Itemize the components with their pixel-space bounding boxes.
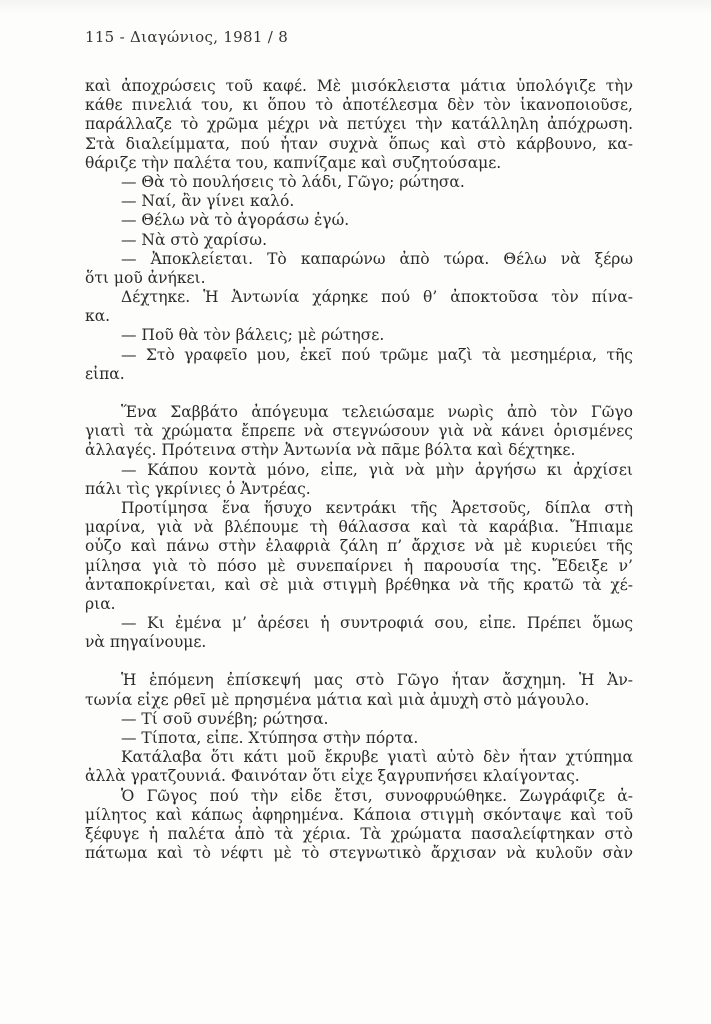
paragraph-continuation bbox=[85, 77, 633, 173]
text-line: Ἕνα Σαββάτο ἀπόγευμα τελειώσαμε νωρὶς ἀπὸ τὸν Γῶγο bbox=[121, 403, 633, 421]
text-line: — Κάπου κοντὰ μόνο, εἶπε, γιὰ νὰ μὴν ἀργήσω κι ἀρχίσει bbox=[121, 460, 633, 479]
dialogue-line bbox=[85, 192, 633, 211]
text-line: τωνία εἶχε ρθεῖ μὲ πρησμένα μάτια καὶ μιὰ ἀμυχὴ στὸ μάγουλο. bbox=[85, 690, 590, 709]
body-text bbox=[85, 77, 633, 863]
text-line: κάθε πινελιά του, κι ὅπου τὸ ἀποτέλεσμα δὲν τὸν ἱκανοποιοῦσε, bbox=[85, 96, 633, 115]
text-line: — Στὸ γραφεῖο μου, ἐκεῖ πού τρῶμε μαζὶ τὰ μεσημέρια, τῆς bbox=[121, 345, 633, 364]
dialogue-line bbox=[85, 461, 633, 499]
dialogue-line bbox=[85, 173, 633, 192]
text-line: μίλητος καὶ κάπως ἀφηρημένα. Κάποια στιγμὴ σκόνταψε καὶ τοῦ bbox=[85, 805, 633, 824]
text-line: ρια. bbox=[85, 594, 116, 613]
text-line: ἀλλὰ γρατζουνιά. Φαινόταν ὅτι εἶχε ξαγρυπνήσει κλαίγοντας. bbox=[85, 767, 580, 786]
text-line: ξέφυγε ἡ παλέτα ἀπὸ τὰ χέρια. Τὰ χρώματα πασαλείφτηκαν στὸ bbox=[85, 824, 633, 843]
text-line: Ὁ Γῶγος πού τὴν εἶδε ἔτσι, συνοφρυώθηκε. Ζωγράφιζε ἀ- bbox=[121, 786, 633, 805]
text-column bbox=[85, 28, 633, 863]
text-line: πάλι τὶς γκρίνιες ὁ Ἀντρέας. bbox=[85, 479, 311, 498]
text-line: Κατάλαβα ὅτι κάτι μοῦ ἔκρυβε γιατὶ αὐτὸ δὲν ἦταν χτύπημα bbox=[121, 748, 633, 767]
text-line: Προτίμησα ἕνα ἥσυχο κεντράκι τῆς Ἀρετσοῦς, δίπλα στὴ bbox=[121, 498, 633, 517]
paragraph bbox=[85, 671, 633, 709]
paragraph bbox=[85, 787, 633, 864]
text-line: κα. bbox=[85, 307, 111, 326]
text-line: — Νὰ στὸ χαρίσω. bbox=[121, 230, 267, 249]
paragraph bbox=[85, 403, 633, 461]
text-line: — Τί σοῦ συνέβη; ρώτησα. bbox=[121, 709, 329, 728]
text-line: πάτωμα καὶ τὸ νέφτι μὲ τὸ στεγνωτικὸ ἄρχισαν νὰ κυλοῦν σὰν bbox=[85, 844, 633, 863]
text-line: — Ποῦ θὰ τὸν βάλεις; μὲ ρώτησε. bbox=[121, 326, 385, 345]
text-line: ἀνταποκρίνεται, καὶ σὲ μιὰ στιγμὴ βρέθηκα νὰ τῆς κρατῶ τὰ χέ- bbox=[85, 575, 633, 594]
dialogue-line bbox=[85, 346, 633, 384]
text-line: οὖζο καὶ πάνω στὴν ἐλαφριὰ ζάλη π’ ἄρχισε νὰ μὲ κυριεύει τῆς bbox=[85, 537, 633, 556]
text-line: — Τίποτα, εἶπε. Χτύπησα στὴν πόρτα. bbox=[121, 729, 419, 747]
dialogue-line bbox=[85, 250, 633, 288]
text-line: Δέχτηκε. Ἡ Ἀντωνία χάρηκε πού θ’ ἀποκτοῦσα τὸν πίνα- bbox=[121, 288, 633, 307]
text-line: ἀλλαγές. Πρότεινα στὴν Ἀντωνία νὰ πᾶμε βόλτα καὶ δέχτηκε. bbox=[85, 441, 576, 460]
text-line: — Θὰ τὸ πουλήσεις τὸ λάδι, Γῶγο; ρώτησα. bbox=[121, 172, 465, 191]
text-line: καὶ ἀποχρώσεις τοῦ καφέ. Μὲ μισόκλειστα μάτια ὑπολόγιζε τὴν bbox=[85, 77, 633, 95]
dialogue-line bbox=[85, 614, 633, 652]
dialogue-line bbox=[85, 211, 633, 230]
text-line: γιατὶ τὰ χρώματα ἔπρεπε νὰ στεγνώσουν γιὰ νὰ κάνει ὁρισμένες bbox=[85, 422, 633, 441]
text-line: εἶπα. bbox=[85, 364, 125, 383]
paragraph bbox=[85, 499, 633, 614]
text-line: — Ναί, ἂν γίνει καλό. bbox=[121, 192, 295, 211]
paragraph bbox=[85, 288, 633, 326]
text-line: Ἡ ἑπόμενη ἐπίσκεψή μας στὸ Γῶγο ἦταν ἄσχημη. Ἡ Ἀν- bbox=[121, 671, 633, 690]
text-line: παράλλαζε τὸ χρῶμα μέχρι νὰ πετύχει τὴν κατάλληλη ἀπόχρωση. bbox=[85, 115, 633, 134]
text-line: μαρίνα, γιὰ νὰ βλέπουμε τὴ θάλασσα καὶ τὰ καράβια. Ἤπιαμε bbox=[85, 518, 633, 537]
dialogue-line bbox=[85, 710, 633, 729]
text-line: — Κι ἐμένα μ’ ἀρέσει ἡ συντροφιά σου, εἶπε. Πρέπει ὅμως bbox=[121, 614, 633, 633]
text-line: μίλησα γιὰ τὸ πόσο μὲ συνεπαίρνει ἡ παρουσία της. Ἔδειξε ν’ bbox=[85, 556, 633, 575]
text-line: θάριζε τὴν παλέτα του, καπνίζαμε καὶ συζητούσαμε. bbox=[85, 153, 502, 172]
dialogue-line bbox=[85, 231, 633, 250]
dialogue-line bbox=[85, 326, 633, 345]
text-line: — Ἀποκλείεται. Τὸ καπαρώνω ἀπὸ τώρα. Θέλω νὰ ξέρω bbox=[121, 249, 633, 268]
text-line: νὰ πηγαίνουμε. bbox=[85, 633, 207, 652]
text-line: — Θέλω νὰ τὸ ἀγοράσω ἐγώ. bbox=[121, 211, 350, 230]
paragraph bbox=[85, 748, 633, 786]
page-header: 115 - Διαγώνιος, 1981 / 8 bbox=[85, 28, 289, 46]
dialogue-line bbox=[85, 729, 633, 748]
text-line: Στὰ διαλείμματα, πού ἦταν συχνὰ ὅπως καὶ στὸ κάρβουνο, κα- bbox=[85, 134, 633, 153]
text-line: ὅτι μοῦ ἀνήκει. bbox=[85, 268, 206, 287]
